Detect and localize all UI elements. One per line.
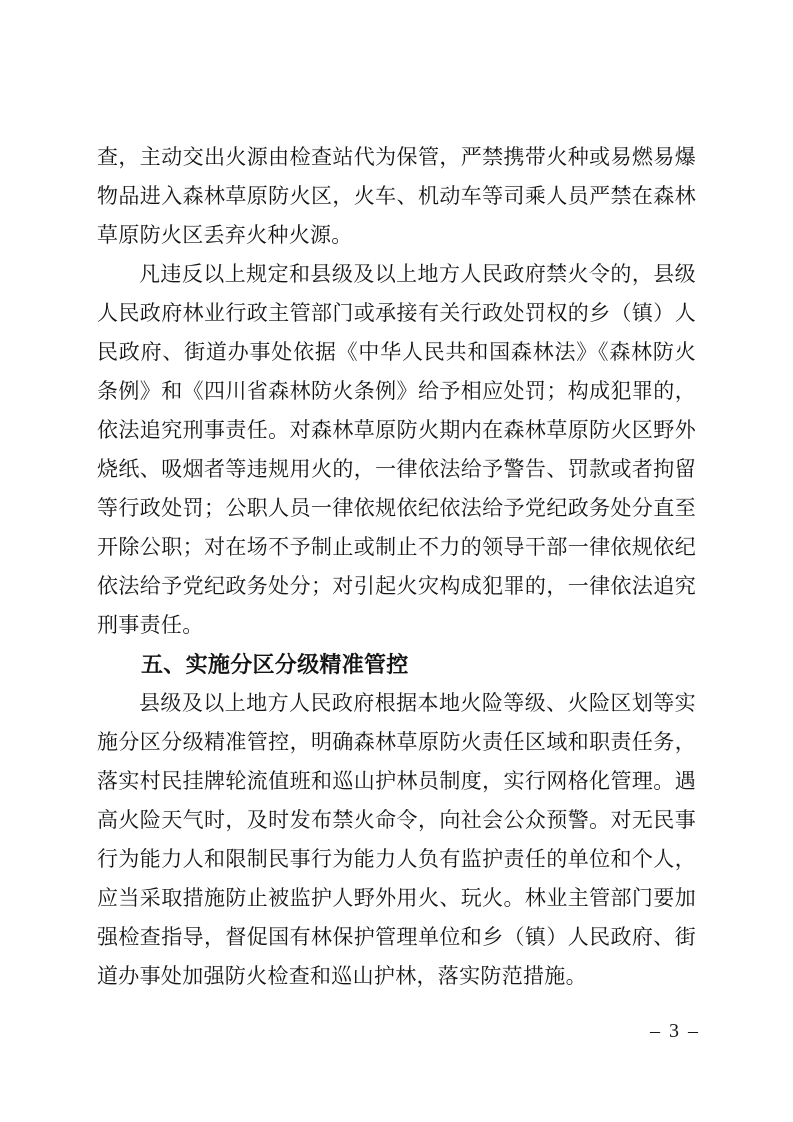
paragraph-zoning: 县级及以上地方人民政府根据本地火险等级、火险区划等实施分区分级精准管控，明确森林草原防火责任区域和职责任务，落实村民挂牌轮流值班和巡山护林员制度，实行网格化管理。遇高火险天气时，及时发布禁火命令，向社会公众预警。对无民事行为能力人和限制民事行为能力人负有监护责任的单位和个人，应当采取措施防止被监护人野外用火、玩火。林业主管部门要加强检查指导，督促国有林保护管理单位和乡（镇）人民政府、街道办事处加强防火检查和巡山护林，落实防范措施。	[97, 691, 696, 988]
paragraph-continuation: 查，主动交出火源由检查站代为保管，严禁携带火种或易燃易爆物品进入森林草原防火区，火车、机动车等司乘人员严禁在森林草原防火区丢弃火种火源。	[97, 145, 696, 247]
page-number: – 3 –	[650, 1020, 700, 1042]
paragraph-penalties: 凡违反以上规定和县级及以上地方人民政府禁火令的，县级人民政府林业行政主管部门或承接有关行政处罚权的乡（镇）人民政府、街道办事处依据《中华人民共和国森林法》《森林防火条例》和《四川省森林防火条例》给予相应处罚；构成犯罪的，依法追究刑事责任。对森林草原防火期内在森林草原防火区野外烧纸、吸烟者等违规用火的，一律依法给予警告、罚款或者拘留等行政处罚；公职人员一律依规依纪依法给予党纪政务处分直至开除公职；对在场不予制止或制止不力的领导干部一律依规依纪依法给予党纪政务处分；对引起火灾构成犯罪的，一律依法追究刑事责任。	[97, 262, 696, 637]
section-heading: 五、实施分区分级精准管控	[141, 652, 409, 677]
document-body	[97, 138, 696, 996]
